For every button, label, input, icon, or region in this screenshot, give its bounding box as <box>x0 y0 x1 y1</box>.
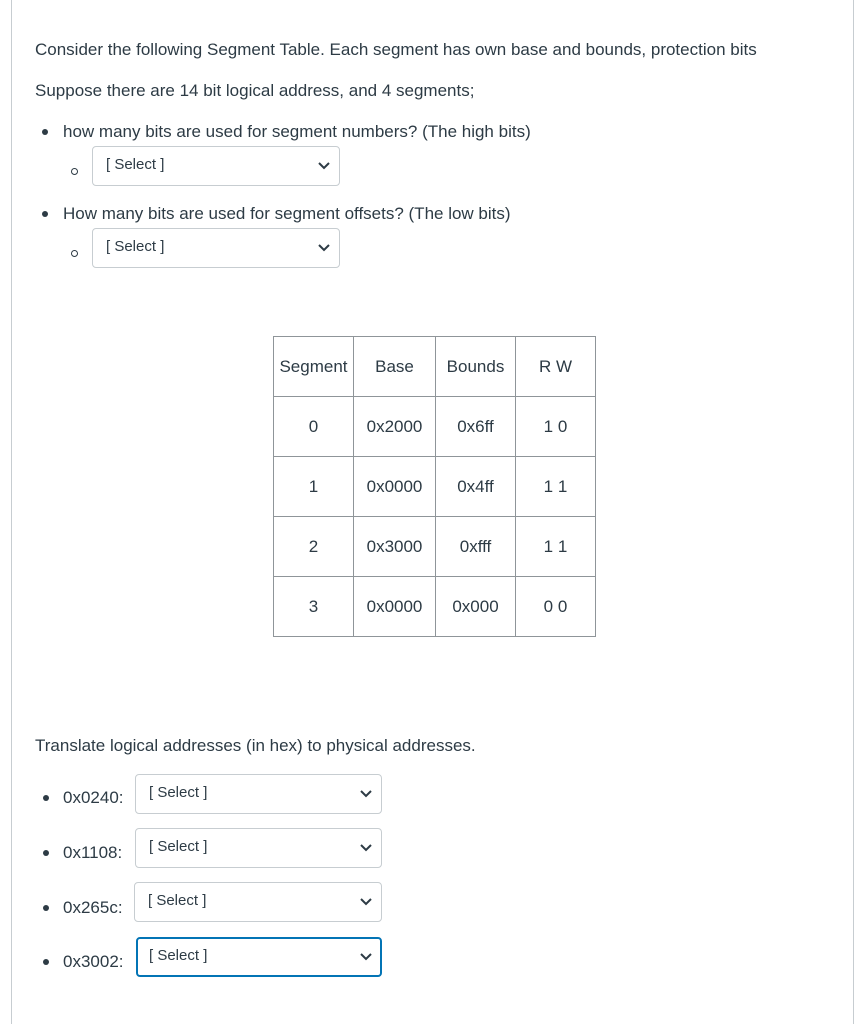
select-value: [ Select ] <box>149 947 208 964</box>
address-0x3002-select[interactable] <box>136 937 382 977</box>
intro-line-1: Consider the following Segment Table. Each segment has own base and bounds, protection bits <box>35 40 757 59</box>
question-segment-bits: how many bits are used for segment numbers? (The high bits) <box>63 122 531 141</box>
sub-bullet-icon <box>71 168 78 175</box>
cell-rw: 1 1 <box>516 517 596 577</box>
cell-base: 0x3000 <box>354 517 436 577</box>
cell-bounds: 0x000 <box>436 577 516 637</box>
header-rw: R W <box>516 337 596 397</box>
chevron-down-icon <box>360 844 372 852</box>
table-row <box>274 517 596 577</box>
chevron-down-icon <box>360 790 372 798</box>
header-segment: Segment <box>274 337 354 397</box>
address-0x0240-select[interactable] <box>135 774 382 814</box>
segment-bits-select[interactable] <box>92 146 340 186</box>
select-value: [ Select ] <box>106 156 165 173</box>
table-row <box>274 397 596 457</box>
cell-bounds: 0x4ff <box>436 457 516 517</box>
cell-segment: 3 <box>274 577 354 637</box>
chevron-down-icon <box>318 162 330 170</box>
cell-rw: 1 0 <box>516 397 596 457</box>
select-value: [ Select ] <box>149 784 208 801</box>
cell-base: 0x2000 <box>354 397 436 457</box>
cell-base: 0x0000 <box>354 457 436 517</box>
address-0x265c-select[interactable] <box>134 882 382 922</box>
cell-base: 0x0000 <box>354 577 436 637</box>
table-header-row <box>274 337 596 397</box>
select-value: [ Select ] <box>106 238 165 255</box>
sub-bullet-icon <box>71 250 78 257</box>
segment-table <box>273 336 596 637</box>
chevron-down-icon <box>360 898 372 906</box>
address-0x1108-select[interactable] <box>135 828 382 868</box>
translate-heading: Translate logical addresses (in hex) to physical addresses. <box>35 736 476 755</box>
header-bounds: Bounds <box>436 337 516 397</box>
offset-bits-select[interactable] <box>92 228 340 268</box>
chevron-down-icon <box>360 953 372 961</box>
bullet-icon <box>42 211 48 217</box>
question-offset-bits: How many bits are used for segment offsets? (The low bits) <box>63 204 511 223</box>
bullet-icon <box>42 129 48 135</box>
bullet-icon <box>43 905 49 911</box>
address-0x0240: 0x0240: <box>63 788 124 807</box>
select-value: [ Select ] <box>148 892 207 909</box>
table-row <box>274 457 596 517</box>
cell-bounds: 0xfff <box>436 517 516 577</box>
cell-bounds: 0x6ff <box>436 397 516 457</box>
cell-rw: 0 0 <box>516 577 596 637</box>
bullet-icon <box>43 795 49 801</box>
select-value: [ Select ] <box>149 838 208 855</box>
bullet-icon <box>43 850 49 856</box>
bullet-icon <box>43 959 49 965</box>
cell-segment: 1 <box>274 457 354 517</box>
header-base: Base <box>354 337 436 397</box>
address-0x3002: 0x3002: <box>63 952 124 971</box>
chevron-down-icon <box>318 244 330 252</box>
intro-line-2: Suppose there are 14 bit logical address, and 4 segments; <box>35 81 475 100</box>
cell-rw: 1 1 <box>516 457 596 517</box>
address-0x265c: 0x265c: <box>63 898 123 917</box>
cell-segment: 2 <box>274 517 354 577</box>
cell-segment: 0 <box>274 397 354 457</box>
address-0x1108: 0x1108: <box>63 843 123 862</box>
table-row <box>274 577 596 637</box>
